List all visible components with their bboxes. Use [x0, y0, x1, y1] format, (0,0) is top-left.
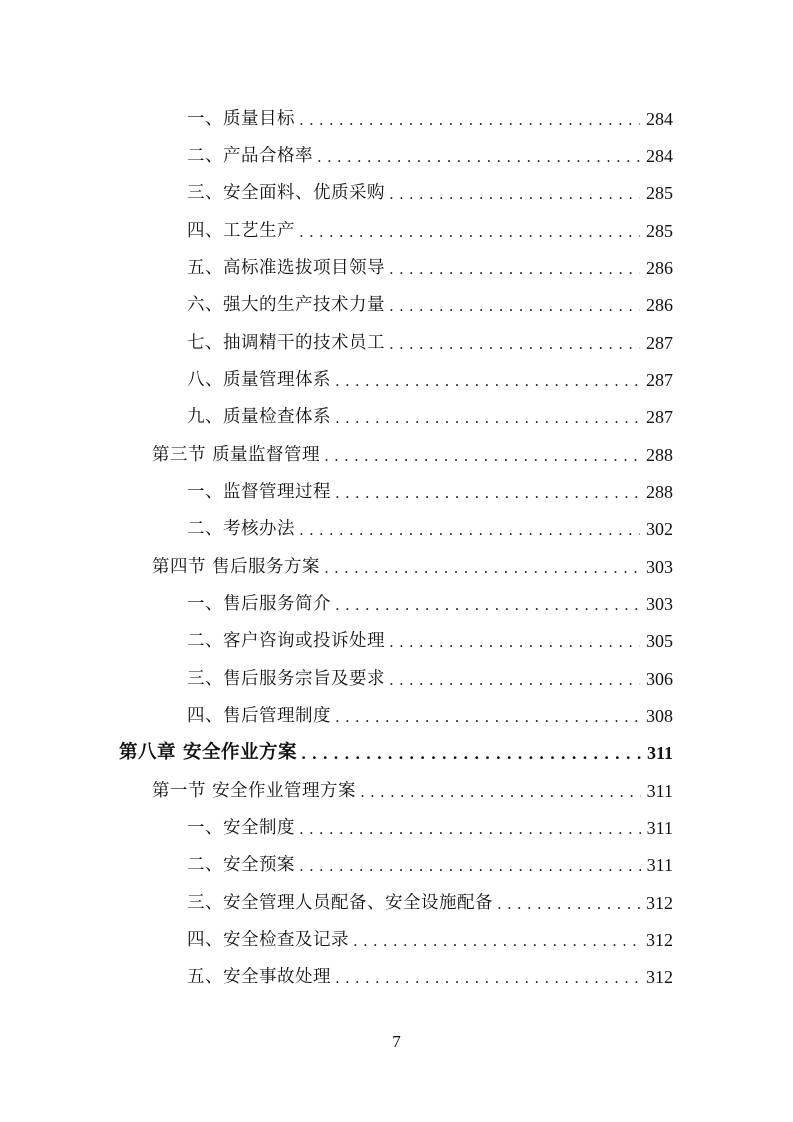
- toc-leader-dots: [317, 144, 640, 170]
- toc-entry-item[interactable]: [187, 665, 673, 693]
- toc-entry-title: 第四节 售后服务方案: [152, 557, 321, 577]
- toc-leader-dots: [299, 853, 641, 879]
- toc-entry-section[interactable]: [152, 777, 673, 805]
- toc-leader-dots: [299, 107, 640, 133]
- toc-entry-item[interactable]: [187, 403, 673, 431]
- toc-leader-dots: [360, 779, 641, 805]
- toc-entry-title: 二、考核办法: [187, 519, 295, 539]
- toc-entry-item[interactable]: [187, 814, 673, 842]
- toc-entry-item[interactable]: [187, 142, 673, 170]
- toc-entry-title: 一、质量目标: [187, 109, 295, 129]
- toc-entry-title: 二、产品合格率: [187, 146, 313, 166]
- toc-entry-title: 五、高标准选拔项目领导: [187, 258, 385, 278]
- toc-entry-page: 305: [646, 631, 673, 651]
- toc-entry-item[interactable]: [187, 329, 673, 357]
- toc-leader-dots: [299, 816, 641, 842]
- toc-leader-dots: [389, 256, 640, 282]
- toc-leader-dots: [299, 219, 640, 245]
- toc-entry-item[interactable]: [187, 926, 673, 954]
- toc-entry-item[interactable]: [187, 515, 673, 543]
- toc-entry-title: 一、监督管理过程: [187, 482, 331, 502]
- toc-entry-title: 一、售后服务简介: [187, 594, 331, 614]
- toc-leader-dots: [335, 592, 640, 618]
- toc-leader-dots: [497, 891, 640, 917]
- toc-entry-item[interactable]: [187, 254, 673, 282]
- toc-leader-dots: [389, 629, 640, 655]
- toc-entry-title: 九、质量检查体系: [187, 407, 331, 427]
- toc-entry-title: 四、售后管理制度: [187, 706, 331, 726]
- toc-entry-page: 287: [646, 333, 673, 353]
- toc-entry-page: 286: [646, 295, 673, 315]
- toc-entry-title: 二、安全预案: [187, 855, 295, 875]
- toc-entry-item[interactable]: [187, 590, 673, 618]
- toc-entry-section[interactable]: [152, 553, 673, 581]
- toc-entry-title: 四、安全检查及记录: [187, 930, 349, 950]
- toc-entry-item[interactable]: [187, 366, 673, 394]
- toc-entry-title: 六、强大的生产技术力量: [187, 295, 385, 315]
- toc-entry-page: 311: [646, 743, 673, 763]
- toc-leader-dots: [389, 331, 640, 357]
- toc-leader-dots: [335, 480, 640, 506]
- toc-entry-item[interactable]: [187, 478, 673, 506]
- toc-leader-dots: [335, 368, 640, 394]
- toc-entry-page: 312: [646, 893, 673, 913]
- toc-entry-page: 311: [646, 855, 673, 875]
- toc-leader-dots: [335, 704, 640, 730]
- toc-leader-dots: [301, 741, 641, 767]
- toc-entry-page: 302: [646, 519, 673, 539]
- toc-entry-page: 287: [646, 370, 673, 390]
- toc-leader-dots: [389, 181, 640, 207]
- toc-entry-page: 306: [646, 669, 673, 689]
- toc-entry-title: 四、工艺生产: [187, 221, 295, 241]
- toc-entry-page: 285: [646, 221, 673, 241]
- toc-entry-item[interactable]: [187, 702, 673, 730]
- toc-entry-page: 284: [646, 109, 673, 129]
- toc-entry-item[interactable]: [187, 291, 673, 319]
- toc-entry-item[interactable]: [187, 105, 673, 133]
- toc-entry-page: 288: [646, 445, 673, 465]
- toc-entry-item[interactable]: [187, 217, 673, 245]
- toc-entry-title: 三、售后服务宗旨及要求: [187, 669, 385, 689]
- toc-entry-title: 三、安全面料、优质采购: [187, 183, 385, 203]
- toc-entry-page: 312: [646, 930, 673, 950]
- toc-entry-item[interactable]: [187, 627, 673, 655]
- toc-entry-page: 312: [646, 967, 673, 987]
- toc-leader-dots: [335, 965, 640, 991]
- toc-leader-dots: [389, 293, 640, 319]
- toc-entry-title: 二、客户咨询或投诉处理: [187, 631, 385, 651]
- toc-leader-dots: [324, 555, 640, 581]
- toc-entry-item[interactable]: [187, 963, 673, 991]
- toc-leader-dots: [335, 405, 640, 431]
- toc-entry-page: 285: [646, 183, 673, 203]
- toc-leader-dots: [389, 667, 640, 693]
- toc-entry-item[interactable]: [187, 179, 673, 207]
- toc-entry-item[interactable]: [187, 851, 673, 879]
- toc-leader-dots: [299, 517, 640, 543]
- toc-entry-item[interactable]: [187, 889, 673, 917]
- toc-entry-page: 286: [646, 258, 673, 278]
- toc-entry-page: 284: [646, 146, 673, 166]
- toc-entry-page: 288: [646, 482, 673, 502]
- toc-entry-title: 第八章 安全作业方案: [119, 742, 297, 763]
- toc-entry-title: 三、安全管理人员配备、安全设施配备: [187, 893, 493, 913]
- toc-entry-title: 一、安全制度: [187, 818, 295, 838]
- toc-leader-dots: [324, 443, 640, 469]
- toc-leader-dots: [353, 928, 640, 954]
- page-number: 7: [392, 1032, 401, 1051]
- toc-entry-chapter[interactable]: [119, 739, 673, 767]
- toc-entry-title: 七、抽调精干的技术员工: [187, 333, 385, 353]
- toc-entry-page: 303: [646, 557, 673, 577]
- toc-entry-title: 五、安全事故处理: [187, 967, 331, 987]
- toc-entry-title: 第三节 质量监督管理: [152, 445, 321, 465]
- toc-entry-page: 311: [646, 781, 673, 801]
- toc-entry-title: 第一节 安全作业管理方案: [152, 781, 357, 801]
- toc-entry-page: 287: [646, 407, 673, 427]
- toc-entry-page: 303: [646, 594, 673, 614]
- toc-entry-page: 311: [646, 818, 673, 838]
- toc-entry-title: 八、质量管理体系: [187, 370, 331, 390]
- toc-entry-section[interactable]: [152, 441, 673, 469]
- toc-entry-page: 308: [646, 706, 673, 726]
